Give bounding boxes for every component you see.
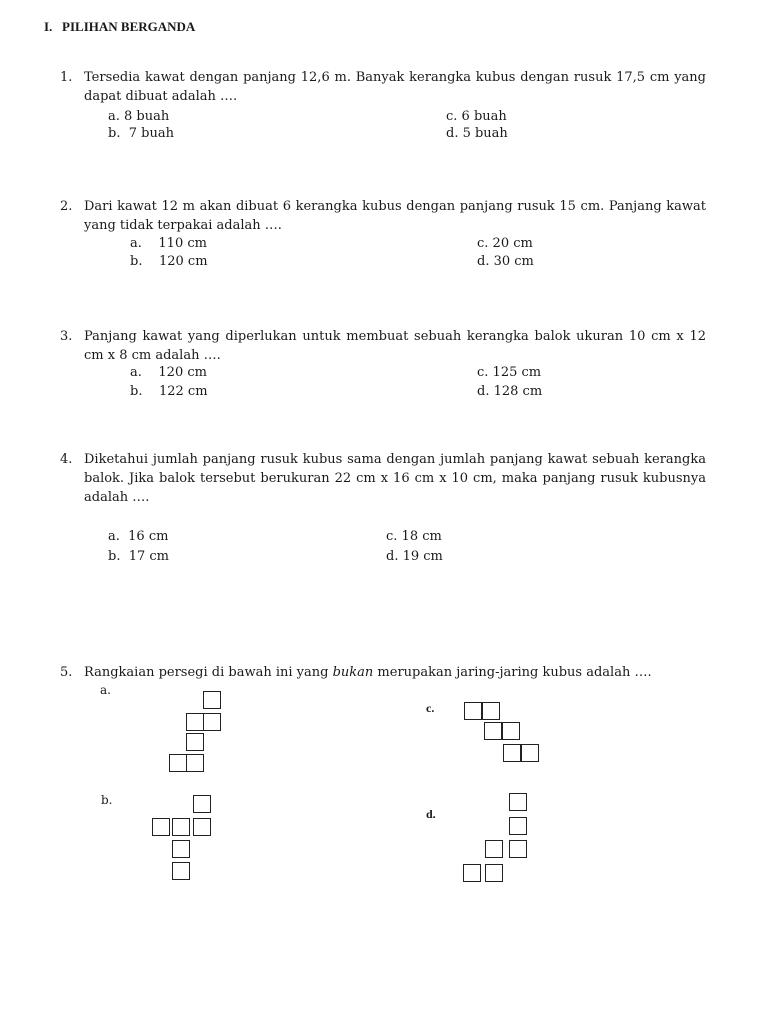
option-c[interactable]: c. 125 cm <box>477 365 542 380</box>
option-d[interactable]: d. 30 cm <box>477 254 534 269</box>
net-square <box>463 864 481 882</box>
net-square <box>503 744 521 762</box>
question-text: Panjang kawat yang diperlukan untuk membuat sebuah kerangka balok ukuran 10 cm x 12 cm x 8 cm adalah …. <box>84 329 706 363</box>
option-b[interactable]: b. 120 cm <box>130 254 208 269</box>
net-square <box>485 864 503 882</box>
net-label-d[interactable]: d. <box>426 807 436 821</box>
option-d[interactable]: d. 128 cm <box>477 384 543 399</box>
net-square <box>186 733 204 751</box>
question-text-start: Rangkaian persegi di bawah ini yang <box>84 665 333 680</box>
net-square <box>203 713 221 731</box>
option-d[interactable]: d. 19 cm <box>386 549 443 564</box>
question-text: Dari kawat 12 m akan dibuat 6 kerangka kubus dengan panjang rusuk 15 cm. Panjang kawat yang tidak terpakai adalah …. <box>84 199 706 233</box>
option-a[interactable]: a. 120 cm <box>130 365 207 380</box>
net-square <box>485 840 503 858</box>
question-text-end: merupakan jaring-jaring kubus adalah …. <box>373 665 652 680</box>
net-square <box>172 862 190 880</box>
net-square <box>509 840 527 858</box>
net-square <box>509 817 527 835</box>
section-title: I. PILIHAN BERGANDA <box>44 19 196 34</box>
net-square <box>152 818 170 836</box>
question-text: Tersedia kawat dengan panjang 12,6 m. Banyak kerangka kubus dengan rusuk 17,5 cm yang dapat dibuat adalah …. <box>84 70 706 104</box>
question-text <box>84 663 652 682</box>
net-square <box>521 744 539 762</box>
net-square <box>509 793 527 811</box>
option-b[interactable]: b. 7 buah <box>108 126 174 141</box>
option-a[interactable]: a. 8 buah <box>108 109 170 124</box>
question-number: 1. <box>60 70 73 85</box>
option-b[interactable]: b. 122 cm <box>130 384 208 399</box>
net-square <box>464 702 482 720</box>
option-c[interactable]: c. 6 buah <box>446 109 507 124</box>
net-square <box>186 713 204 731</box>
option-a[interactable]: a. 110 cm <box>130 236 207 251</box>
emphasis-word: bukan <box>332 665 374 680</box>
net-square <box>172 818 190 836</box>
question-number: 2. <box>60 199 73 214</box>
net-square <box>172 840 190 858</box>
net-label-c[interactable]: c. <box>426 701 435 715</box>
option-d[interactable]: d. 5 buah <box>446 126 508 141</box>
question-text: Diketahui jumlah panjang rusuk kubus sama dengan jumlah panjang kawat sebuah kerangka balok. Jika balok tersebut berukuran 22 cm x 16 cm x 10 cm, maka panjang rusuk kubusnya adalah …. <box>84 452 706 505</box>
net-square <box>186 754 204 772</box>
question-number: 3. <box>60 329 73 344</box>
question-number: 5. <box>60 665 73 680</box>
net-label-b[interactable]: b. <box>101 793 113 807</box>
net-square <box>193 818 211 836</box>
net-square <box>203 691 221 709</box>
question-number: 4. <box>60 452 73 467</box>
option-a[interactable]: a. 16 cm <box>108 529 169 544</box>
net-label-a[interactable]: a. <box>100 683 111 697</box>
option-b[interactable]: b. 17 cm <box>108 549 170 564</box>
net-square <box>482 702 500 720</box>
option-c[interactable]: c. 18 cm <box>386 529 442 544</box>
net-square <box>484 722 502 740</box>
net-square <box>193 795 211 813</box>
net-square <box>502 722 520 740</box>
net-square <box>169 754 187 772</box>
option-c[interactable]: c. 20 cm <box>477 236 533 251</box>
